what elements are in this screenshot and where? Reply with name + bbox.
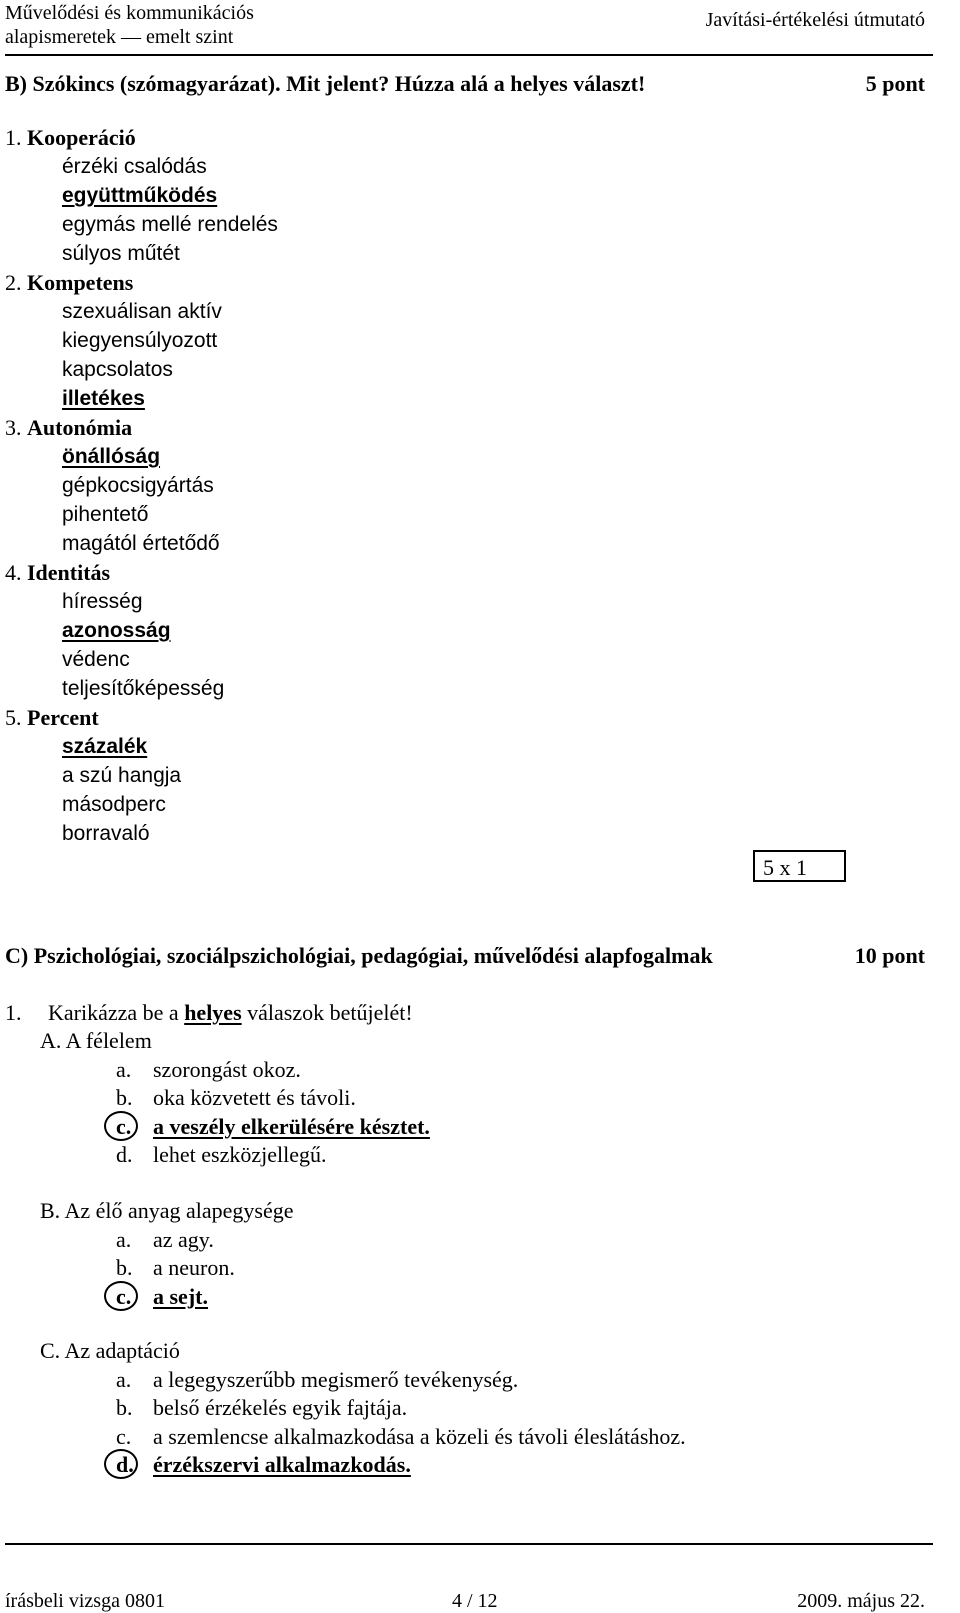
- section-c-points: 10 pont: [854, 943, 925, 968]
- answer-option: másodperc: [62, 793, 166, 816]
- footer-center: 4 / 12: [452, 1590, 498, 1612]
- answer-option: kapcsolatos: [62, 358, 173, 381]
- option-text: oka közvetett és távoli.: [153, 1085, 356, 1110]
- question-number: 4.: [5, 560, 27, 585]
- question-number: 3.: [5, 415, 27, 440]
- question-number: 5.: [5, 705, 27, 730]
- footer-right: 2009. május 22.: [797, 1590, 925, 1612]
- question-label: [5, 417, 132, 439]
- option-text: a legegyszerűbb megismerő tevékenység.: [153, 1366, 519, 1392]
- header-right: Javítási-értékelési útmutató: [705, 9, 925, 31]
- answer-circle: [104, 1281, 138, 1311]
- section-c-title: C) Pszichológiai, szociálpszichológiai, pedagógiai, művelődési alapfogalmak: [5, 943, 713, 968]
- option-text: a szemlencse alkalmazkodása a közeli és távoli éleslátáshoz.: [153, 1423, 686, 1449]
- answer-option: egymás mellé rendelés: [62, 213, 278, 236]
- answer-option-correct: együttműködés: [62, 184, 218, 207]
- option-letter: a.: [116, 1366, 132, 1392]
- question-term: Kooperáció: [27, 125, 136, 150]
- question-term: Percent: [27, 705, 99, 730]
- section-b-points: 5 pont: [865, 71, 925, 96]
- header-left-line1: Művelődési és kommunikációs: [5, 2, 254, 24]
- option-letter: d.: [116, 1142, 133, 1167]
- group-label: C. Az adaptáció: [40, 1338, 180, 1363]
- option-letter: a.: [116, 1226, 132, 1252]
- option-letter: d.: [116, 1452, 134, 1477]
- option-letter: b.: [116, 1395, 133, 1420]
- question-label: [5, 272, 133, 294]
- option-letter: b.: [116, 1085, 133, 1110]
- question-term: Kompetens: [27, 270, 134, 295]
- task-number: 1.: [5, 1000, 22, 1025]
- option-text: a neuron.: [153, 1255, 235, 1280]
- score-box: [753, 850, 846, 882]
- option-text: lehet eszközjellegű.: [153, 1142, 327, 1167]
- question-label: [5, 562, 110, 584]
- question-number: 2.: [5, 270, 27, 295]
- footer-rule: [5, 1543, 933, 1545]
- option-letter: c.: [116, 1113, 132, 1139]
- answer-circle: [104, 1449, 138, 1479]
- answer-option-correct: százalék: [62, 735, 148, 758]
- question-number: 1.: [5, 125, 27, 150]
- answer-option: gépkocsigyártás: [62, 474, 214, 497]
- option-text-correct: a sejt.: [153, 1283, 208, 1309]
- option-text: az agy.: [153, 1226, 214, 1252]
- answer-option: híresség: [62, 590, 143, 613]
- answer-option-correct: önállóság: [62, 445, 161, 468]
- option-text-correct: érzékszervi alkalmazkodás.: [153, 1452, 411, 1477]
- answer-option: szexuálisan aktív: [62, 300, 222, 323]
- option-letter: b.: [116, 1255, 133, 1280]
- option-letter: a.: [116, 1056, 132, 1082]
- footer-left: írásbeli vizsga 0801: [5, 1590, 165, 1612]
- task-text-before: Karikázza be a: [48, 1000, 179, 1025]
- answer-option: borravaló: [62, 822, 150, 845]
- answer-option: pihentető: [62, 503, 149, 526]
- group-label: B. Az élő anyag alapegysége: [40, 1198, 294, 1223]
- answer-option-correct: azonosság: [62, 619, 171, 642]
- question-label: [5, 707, 99, 729]
- question-label: [5, 127, 136, 149]
- answer-option: súlyos műtét: [62, 242, 180, 265]
- header-rule: [5, 54, 933, 56]
- section-b-title: B) Szókincs (szómagyarázat). Mit jelent? Húzza alá a helyes választ!: [5, 71, 646, 96]
- answer-option: a szú hangja: [62, 764, 182, 787]
- answer-option: érzéki csalódás: [62, 155, 207, 178]
- task-instruction: [48, 1002, 413, 1024]
- answer-option: kiegyensúlyozott: [62, 329, 218, 352]
- option-letter: c.: [116, 1423, 132, 1449]
- answer-option-correct: illetékes: [62, 387, 145, 410]
- answer-option: magától értetődő: [62, 532, 220, 555]
- answer-circle: [104, 1111, 138, 1141]
- question-term: Autonómia: [27, 415, 133, 440]
- option-text-correct: a veszély elkerülésére késztet.: [153, 1113, 430, 1139]
- task-text-after: válaszok betűjelét!: [247, 1000, 413, 1025]
- answer-option: védenc: [62, 648, 130, 671]
- option-text: szorongást okoz.: [153, 1056, 301, 1082]
- task-text-emph: helyes: [184, 1000, 242, 1025]
- score-box-label: 5 x 1: [763, 855, 807, 880]
- group-label: A. A félelem: [40, 1028, 152, 1053]
- question-term: Identitás: [27, 560, 111, 585]
- option-text: belső érzékelés egyik fajtája.: [153, 1395, 408, 1420]
- option-letter: c.: [116, 1283, 132, 1309]
- header-left-line2: alapismeretek — emelt szint: [5, 26, 234, 48]
- answer-option: teljesítőképesség: [62, 677, 225, 700]
